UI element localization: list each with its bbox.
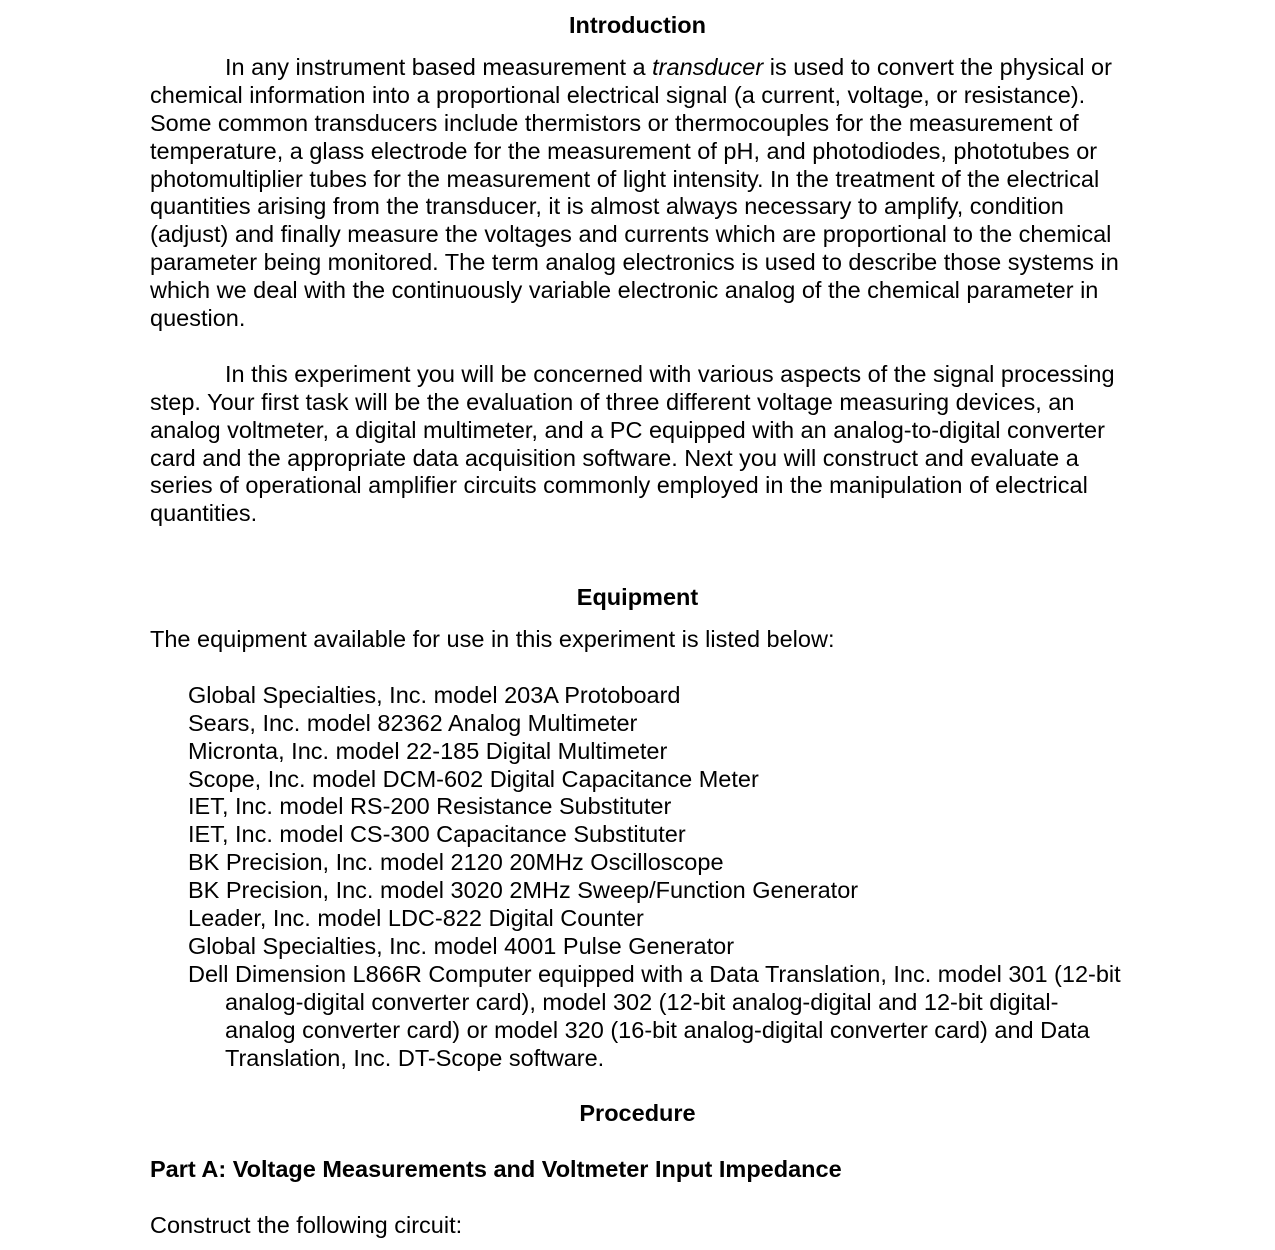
spacer xyxy=(150,556,1125,584)
equipment-item: IET, Inc. model RS-200 Resistance Substituter xyxy=(188,793,672,820)
equipment-item: Scope, Inc. model DCM-602 Digital Capacitance Meter xyxy=(188,765,759,792)
intro-p1-emphasis: transducer xyxy=(652,53,764,80)
spacer xyxy=(150,1184,1125,1212)
spacer xyxy=(150,1072,1125,1100)
equipment-item: BK Precision, Inc. model 2120 20MHz Oscilloscope xyxy=(188,849,724,876)
procedure-heading: Procedure xyxy=(579,1100,696,1127)
equipment-item: Leader, Inc. model LDC-822 Digital Counter xyxy=(188,905,644,932)
part-a-instruction: Construct the following circuit: xyxy=(150,1211,463,1238)
document-content xyxy=(150,12,1125,1240)
equipment-item: Micronta, Inc. model 22-185 Digital Multimeter xyxy=(188,737,668,764)
spacer xyxy=(150,40,1125,54)
equipment-item: Global Specialties, Inc. model 203A Protoboard xyxy=(188,681,681,708)
equipment-intro: The equipment available for use in this experiment is listed below: xyxy=(150,625,835,652)
intro-p1-before: In any instrument based measurement a xyxy=(225,53,653,80)
introduction-paragraph-2: In this experiment you will be concerned with various aspects of the signal processing step. Your first task will be the evaluation of three different voltage measuring devices, an analog voltmeter, a digital multimeter, and a PC equipped with an analog-to-digital converter card and the appropriate data acquisition software. Next you will construct and evaluate a series of operational amplifier circuits commonly employed in the manipulation of electrical quantities. xyxy=(150,360,1115,527)
spacer xyxy=(150,1128,1125,1156)
equipment-item: Dell Dimension L866R Computer equipped with a Data Translation, Inc. model 301 (12-bit analog-digital converter card), model 302 (12-bit analog-digital and 12-bit digital-analog converter card) or model 320 (16-bit analog-digital converter card) and Data Translation, Inc. DT-Scope software. xyxy=(188,960,1121,1071)
equipment-item: Global Specialties, Inc. model 4001 Pulse Generator xyxy=(188,932,735,959)
part-a-heading: Part A: Voltage Measurements and Voltmeter Input Impedance xyxy=(150,1156,842,1183)
spacer xyxy=(150,612,1125,626)
introduction-heading: Introduction xyxy=(568,12,707,38)
equipment-list xyxy=(150,682,1125,1073)
equipment-heading: Equipment xyxy=(576,584,699,611)
spacer xyxy=(150,333,1125,361)
equipment-item: Sears, Inc. model 82362 Analog Multimeter xyxy=(188,709,638,736)
spacer xyxy=(150,654,1125,682)
equipment-item: IET, Inc. model CS-300 Capacitance Substituter xyxy=(188,821,686,848)
equipment-item: BK Precision, Inc. model 3020 2MHz Sweep/Function Generator xyxy=(188,877,859,904)
introduction-paragraph-1 xyxy=(150,54,1125,333)
spacer xyxy=(150,528,1125,556)
intro-p1-after: is used to convert the physical or chemical information into a proportional electrical signal (a current, voltage, or resistance). Some common transducers include thermistors or thermocouples for the measurement of temperature, a glass electrode for the measurement of pH, and photodiodes, phototubes or photomultiplier tubes for the measurement of light intensity. In the treatment of the electrical quantities arising from the transducer, it is almost always necessary to amplify, condition (adjust) and finally measure the voltages and currents which are proportional to the chemical parameter being monitored. The term analog electronics is used to describe those systems in which we deal with the continuously variable electronic analog of the chemical parameter in question. xyxy=(150,53,1119,332)
